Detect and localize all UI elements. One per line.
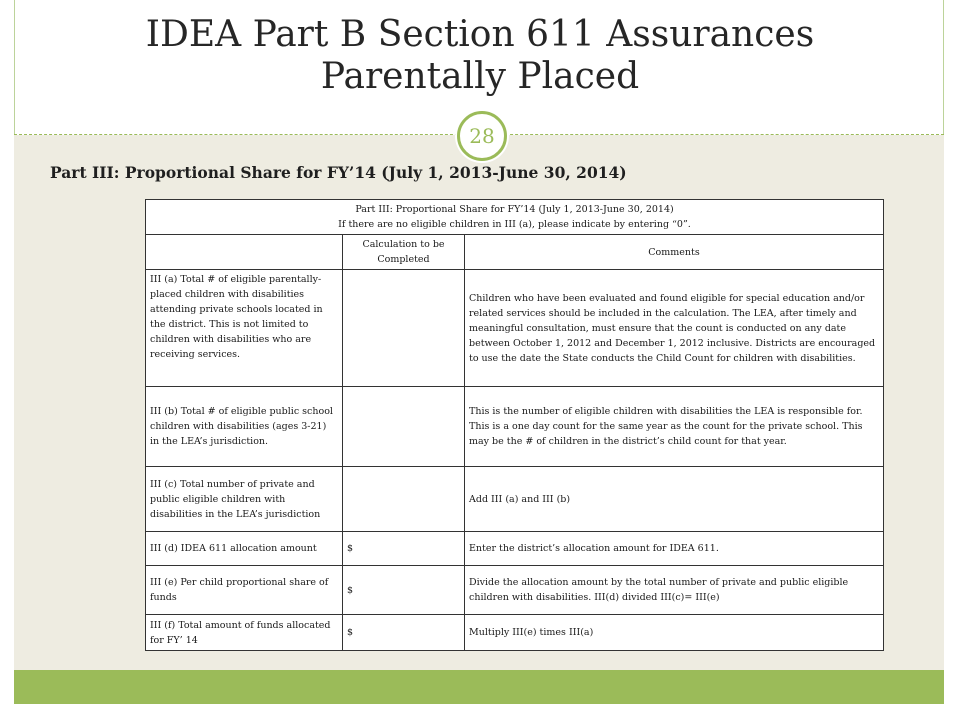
row-calc-iii-b[interactable] xyxy=(343,387,465,467)
header-blank-cell xyxy=(146,235,343,270)
section-heading: Part III: Proportional Share for FY’14 (July 1, 2013-June 30, 2014) xyxy=(50,163,627,182)
row-comment-iii-a: Children who have been evaluated and found eligible for special education and/or related services should be included in the calculation. The LEA, after timely and meaningful consultation, must ensure that the count is conducted on any date between October 1, 2012 and December 1, 2012 inclusive. Districts are encouraged to use the date the State conducts the Child Count for children with disabilities. xyxy=(465,270,884,387)
row-calc-iii-d[interactable]: $ xyxy=(343,532,465,566)
row-calc-iii-e[interactable]: $ xyxy=(343,566,465,615)
table-row xyxy=(146,467,884,532)
row-calc-iii-f[interactable]: $ xyxy=(343,615,465,651)
page-number-badge: 28 xyxy=(457,111,507,161)
table-header xyxy=(146,200,884,235)
row-comment-iii-d: Enter the district’s allocation amount for IDEA 611. xyxy=(465,532,884,566)
table-row xyxy=(146,387,884,467)
row-calc-iii-a[interactable] xyxy=(343,270,465,387)
row-label-iii-c: III (c) Total number of private and public eligible children with disabilities in the LEA’s jurisdiction xyxy=(146,467,343,532)
row-label-iii-f: III (f) Total amount of funds allocated for FY’ 14 xyxy=(146,615,343,651)
row-comment-iii-e: Divide the allocation amount by the total number of private and public eligible children with disabilities. III(d) divided III(c)= III(e) xyxy=(465,566,884,615)
column-header-calculation: Calculation to be Completed xyxy=(343,235,465,270)
row-label-iii-d: III (d) IDEA 611 allocation amount xyxy=(146,532,343,566)
column-header-comments: Comments xyxy=(465,235,884,270)
title-line-2: Parentally Placed xyxy=(320,56,640,97)
row-label-iii-b: III (b) Total # of eligible public school children with disabilities (ages 3-21) in the LEA’s jurisdiction. xyxy=(146,387,343,467)
row-comment-iii-f: Multiply III(e) times III(a) xyxy=(465,615,884,651)
table-header-line-2: If there are no eligible children in III (a), please indicate by entering “0”. xyxy=(338,219,691,230)
table-row xyxy=(146,532,884,566)
footer-bar xyxy=(14,670,944,704)
row-label-iii-a: III (a) Total # of eligible parentally-placed children with disabilities attending private schools located in the district. This is not limited to children with disabilities who are receiving services. xyxy=(146,270,343,387)
table-row xyxy=(146,566,884,615)
row-label-iii-e: III (e) Per child proportional share of funds xyxy=(146,566,343,615)
slide-title xyxy=(0,14,960,98)
table-row xyxy=(146,615,884,651)
row-comment-iii-c: Add III (a) and III (b) xyxy=(465,467,884,532)
row-comment-iii-b: This is the number of eligible children with disabilities the LEA is responsible for. This is a one day count for the same year as the count for the private school. This may be the # of children in the district’s child count for that year. xyxy=(465,387,884,467)
row-calc-iii-c[interactable] xyxy=(343,467,465,532)
table-row xyxy=(146,270,884,387)
title-line-1: IDEA Part B Section 611 Assurances xyxy=(145,14,815,55)
table-header-line-1: Part III: Proportional Share for FY’14 (July 1, 2013-June 30, 2014) xyxy=(355,204,674,215)
proportional-share-table xyxy=(145,199,883,651)
